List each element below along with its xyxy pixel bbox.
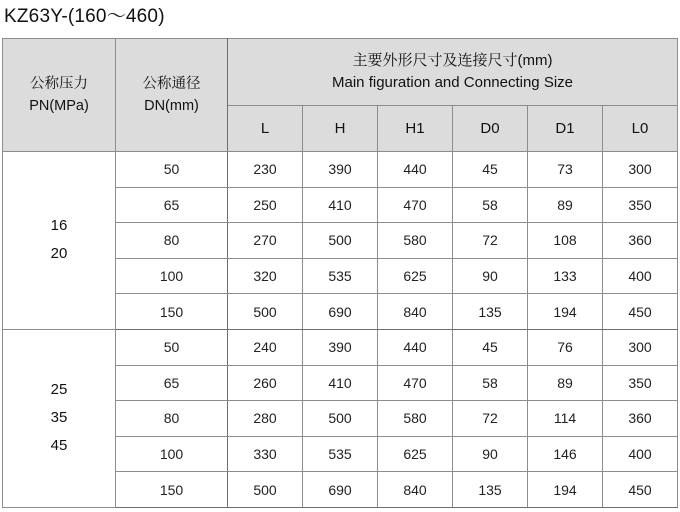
size-header-en: Main figuration and Connecting Size [332, 74, 573, 91]
dimension-value: 108 [528, 223, 603, 259]
dimension-value: 450 [603, 472, 678, 508]
pn-value: 20 [50, 245, 68, 263]
dimension-value: 135 [453, 294, 528, 330]
dimension-value: 350 [603, 365, 678, 401]
dn-value: 150 [116, 472, 228, 508]
dimension-value: 410 [303, 365, 378, 401]
dimension-value: 58 [453, 187, 528, 223]
dimension-value: 133 [528, 258, 603, 294]
dimension-value: 114 [528, 401, 603, 437]
dimension-value: 73 [528, 152, 603, 188]
column-header-l0: L0 [603, 106, 678, 152]
size-header [228, 39, 678, 106]
dimension-value: 300 [603, 329, 678, 365]
dimension-value: 260 [228, 365, 303, 401]
dimension-table [2, 38, 678, 508]
dimension-value: 500 [228, 294, 303, 330]
dimension-value: 690 [303, 294, 378, 330]
dimension-value: 535 [303, 436, 378, 472]
dimension-value: 470 [378, 187, 453, 223]
dimension-value: 400 [603, 258, 678, 294]
dimension-value: 89 [528, 365, 603, 401]
dimension-value: 76 [528, 329, 603, 365]
dimension-value: 500 [303, 223, 378, 259]
dimension-value: 72 [453, 223, 528, 259]
dimension-value: 470 [378, 365, 453, 401]
dimension-value: 410 [303, 187, 378, 223]
column-header-d0: D0 [453, 106, 528, 152]
dimension-value: 250 [228, 187, 303, 223]
size-header-cn: 主要外形尺寸及连接尺寸(mm) [352, 52, 553, 69]
dimension-value: 240 [228, 329, 303, 365]
dimension-value: 89 [528, 187, 603, 223]
dimension-value: 90 [453, 436, 528, 472]
dimension-value: 400 [603, 436, 678, 472]
column-header-l: L [228, 106, 303, 152]
pn-value-cell [3, 329, 116, 507]
dimension-value: 535 [303, 258, 378, 294]
table-row [3, 152, 678, 188]
dimension-value: 500 [303, 401, 378, 437]
dimension-value: 390 [303, 329, 378, 365]
dimension-value: 194 [528, 294, 603, 330]
dimension-value: 194 [528, 472, 603, 508]
document-title: KZ63Y-(160～460) [4, 6, 165, 27]
dimension-value: 280 [228, 401, 303, 437]
dimension-value: 440 [378, 152, 453, 188]
dn-header-cn: 公称通径 [142, 76, 201, 92]
dimension-value: 72 [453, 401, 528, 437]
dn-value: 50 [116, 152, 228, 188]
pn-header-en: PN(MPa) [29, 98, 89, 114]
dimension-value: 300 [603, 152, 678, 188]
dimension-value: 146 [528, 436, 603, 472]
dn-value: 150 [116, 294, 228, 330]
dimension-value: 135 [453, 472, 528, 508]
dimension-value: 840 [378, 472, 453, 508]
dimension-value: 500 [228, 472, 303, 508]
pn-value-cell [3, 152, 116, 330]
dimension-value: 360 [603, 223, 678, 259]
dimension-value: 330 [228, 436, 303, 472]
dimension-value: 390 [303, 152, 378, 188]
dimension-value: 840 [378, 294, 453, 330]
dimension-value: 270 [228, 223, 303, 259]
dn-value: 80 [116, 401, 228, 437]
dimension-value: 580 [378, 401, 453, 437]
pn-header-cn: 公称压力 [30, 76, 88, 92]
dimension-value: 45 [453, 152, 528, 188]
dimension-value: 690 [303, 472, 378, 508]
dimension-value: 45 [453, 329, 528, 365]
dimension-value: 230 [228, 152, 303, 188]
pn-value: 35 [50, 409, 68, 427]
dimension-value: 350 [603, 187, 678, 223]
dimension-value: 440 [378, 329, 453, 365]
dn-value: 50 [116, 329, 228, 365]
dn-value: 65 [116, 187, 228, 223]
dn-value: 65 [116, 365, 228, 401]
column-header-h1: H1 [378, 106, 453, 152]
dimension-value: 580 [378, 223, 453, 259]
dimension-value: 320 [228, 258, 303, 294]
pn-value: 25 [50, 381, 68, 399]
dimension-value: 625 [378, 258, 453, 294]
dimension-value: 625 [378, 436, 453, 472]
dn-value: 100 [116, 258, 228, 294]
table-body [3, 152, 678, 508]
dimension-value: 90 [453, 258, 528, 294]
column-header-h: H [303, 106, 378, 152]
pn-value: 45 [50, 437, 68, 455]
dn-value: 100 [116, 436, 228, 472]
pn-header [3, 39, 116, 152]
dn-value: 80 [116, 223, 228, 259]
dn-header [116, 39, 228, 152]
column-header-d1: D1 [528, 106, 603, 152]
dimension-value: 58 [453, 365, 528, 401]
dimension-value: 450 [603, 294, 678, 330]
table-row [3, 329, 678, 365]
dn-header-en: DN(mm) [144, 98, 199, 114]
pn-value: 16 [50, 217, 68, 235]
dimension-value: 360 [603, 401, 678, 437]
